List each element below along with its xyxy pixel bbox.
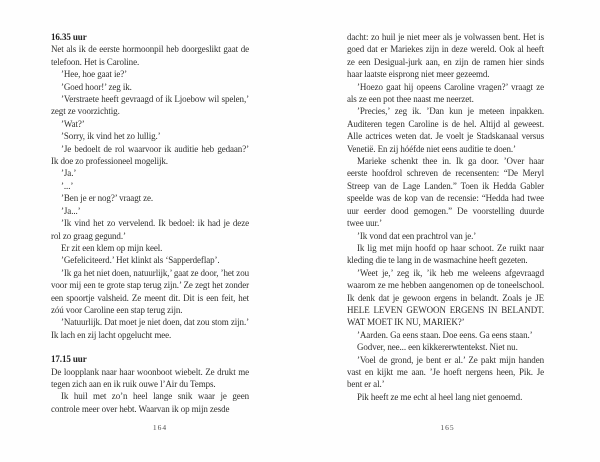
paragraph: ’Ik ga het niet doen, natuurlijk,’ gaat ze door, ’het zou voor mij een te grote stap terug zijn.’ Ze zegt het zonder een spoortje valsheid. Ze meent dit. Dit is een feit, het zóú voor Caroline een stap terug zijn.: [51, 267, 249, 315]
paragraph: ’Goed hoor!’ zeg ik.: [61, 81, 132, 92]
paragraph: ’Voel de grond, je bent er al.’ Ze pakt mijn handen vast en kijkt me aan. ’Je hoeft nergens heen, Pik. Je bent er al.’: [347, 354, 544, 390]
paragraph: ’Natuurlijk. Dat moet je niet doen, dat zou stom zijn.’ Ik lach en zij lacht opgelucht mee.: [51, 317, 249, 340]
paragraph: Ik lig met mijn hoofd op haar schoot. Ze ruikt naar kleding die te lang in de wasmachine heeft gezeten.: [347, 242, 544, 266]
paragraph: De loopplank naar haar woonboot wiebelt. Ze drukt me tegen zich aan en ik ruik ouwe l’Air du Temps.: [51, 366, 249, 389]
paragraph: ’Verstraete heeft gevraagd of ik Ljoebow wil spelen,’ zegt ze voorzichtig.: [51, 94, 249, 117]
paragraph: Net als ik de eerste hormoonpil heb doorgeslikt gaat de telefoon. Het is Caroline.: [51, 44, 249, 67]
paragraph: ’Je bedoelt de rol waarvoor ik auditie heb gedaan?’ Ik doe zo professioneel mogelijk.: [51, 143, 249, 167]
paragraph: ’Hee, hoe gaat ie?’: [61, 69, 128, 80]
paragraph: ’Wat?’: [61, 118, 85, 129]
paragraph: dacht: zo huil je niet meer als je volwassen bent. Het is goed dat er Mariekes zijn in deze wereld. Ook al heeft ze een Desigual-jurk aan, en zijn de ramen hier sinds haar laatste eisprong niet meer gezeemd.: [347, 32, 544, 80]
time-heading: 17.15 uur: [51, 354, 87, 365]
paragraph: ’Hoezo gaat hij opeens Caroline vragen?’ vraagt ze als ze een pot thee naast me neerzet.: [347, 81, 544, 105]
page-right-text: [347, 31, 544, 403]
paragraph: ’Ben je er nog?’ vraagt ze.: [61, 193, 154, 204]
paragraph: Pik heeft ze me echt al heel lang niet genoemd.: [357, 391, 523, 402]
page-left: [51, 31, 249, 451]
paragraph: ’Weet je,’ zeg ik, ’ik heb me weleens afgevraagd waarom ze me hebben aangenomen op de toneelschool. Ik denk dat je gewoon ergens in belandt. Zoals je JE HELE LEVEN GEWOON ERGENS IN BELANDT. WAT MOET IK NU, MARIEK?’: [347, 267, 544, 328]
paragraph: ’Precies,’ zeg ik. ’Dan kun je meteen inpakken. Auditeren tegen Caroline is de hel. Altijd al geweest. Alle actrices weten dat. Je voelt je Stadskanaal versus Venetië. En zij hóéfde niet eens auditie te doen.’: [347, 106, 544, 154]
page-number-left: 164: [152, 423, 168, 432]
time-heading: 16.35 uur: [51, 32, 87, 42]
paragraph: Er zit een klem op mijn keel.: [61, 242, 163, 253]
page-right: [347, 31, 544, 451]
page-left-text: [51, 31, 249, 415]
paragraph: ’Sorry, ik vind het zo lullig.’: [61, 131, 161, 142]
paragraph: ’Aarden. Ga eens staan. Doe eens. Ga eens staan.’: [357, 329, 533, 340]
paragraph: ’Gefeliciteerd.’ Het klinkt als ‘Sapperdeflap’.: [61, 255, 220, 266]
paragraph: Godver, nee... een kikkererwtentekst. Niet nu.: [357, 342, 518, 353]
paragraph: ’Ja...’: [61, 205, 81, 216]
page-number-right: 165: [440, 423, 455, 432]
paragraph: Marieke schenkt thee in. Ik ga door. ’Over haar eerste hoofdrol schreven de recensenten: “De Meryl Streep van de Lage Landen.” Toen ik Hedda Gabler speelde was de kop van de recensie: “Hedda had twee uur eerder dood gemogen.” De voorstelling duurde twee uur.’: [347, 156, 544, 229]
paragraph: ’Ik vond dat een prachtrol van je.’: [357, 230, 477, 241]
paragraph: Ik huil met zo’n heel lange snik waar je geen controle meer over hebt. Waarvan ik op mijn zesde: [51, 391, 249, 414]
paragraph: ’...’: [61, 180, 74, 191]
paragraph: ’Ik vind het zo vervelend. Ik bedoel: ik had je deze rol zo graag gegund.’: [51, 218, 249, 241]
paragraph: ’Ja.’: [61, 168, 77, 179]
